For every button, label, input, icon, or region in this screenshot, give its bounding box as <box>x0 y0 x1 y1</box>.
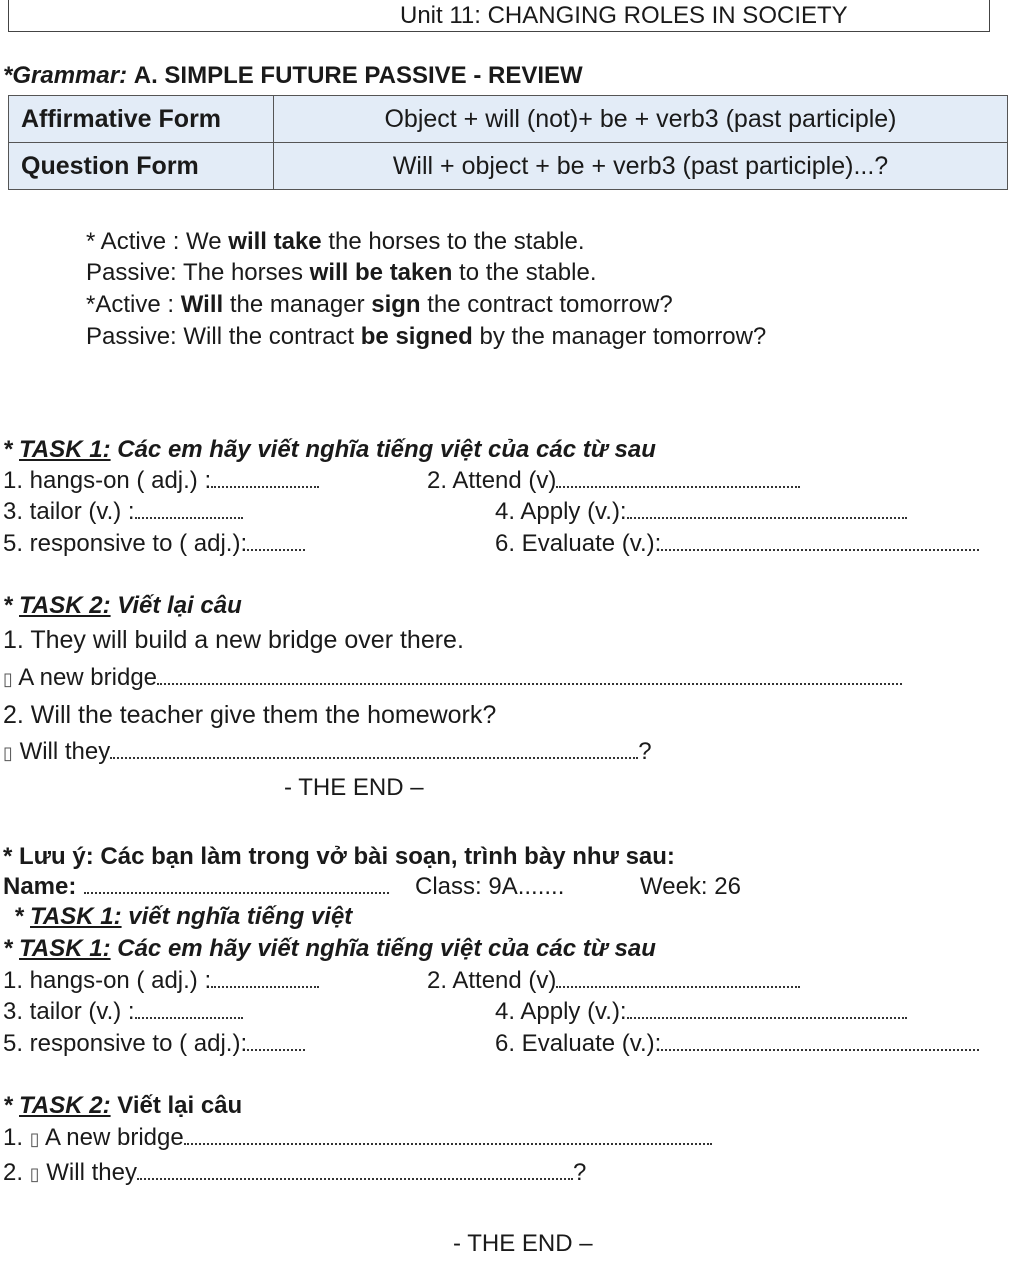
answer-line <box>3 664 902 692</box>
vocab-item <box>3 467 319 495</box>
vocab-item <box>3 1030 305 1058</box>
example-bold: be signed <box>360 323 473 350</box>
vocab-word: 2. Attend (v) <box>427 467 557 494</box>
task2b-heading <box>3 1092 242 1120</box>
the-end: - THE END – <box>453 1230 593 1257</box>
table-cell-value: Object + will (not)+ be + verb3 (past participle) <box>274 96 1008 143</box>
item-number: 2. <box>3 1159 30 1186</box>
question-mark: ? <box>572 1159 587 1186</box>
example-line <box>86 291 673 319</box>
arrow-placeholder-icon: ▯ <box>29 1129 40 1150</box>
example-line <box>86 259 596 287</box>
vocab-word: 5. responsive to ( adj.): <box>3 1030 248 1057</box>
task1b-heading <box>3 935 656 963</box>
vocab-word: 3. tailor (v.) : <box>3 498 135 525</box>
answer-prompt: A new bridge <box>39 1124 184 1151</box>
answer-blank[interactable] <box>556 986 800 988</box>
answer-blank[interactable] <box>661 549 979 551</box>
example-text: the horses to the stable. <box>321 228 585 255</box>
bullet-star: * <box>3 1092 20 1119</box>
answer-blank[interactable] <box>556 486 800 488</box>
example-bold: will take <box>228 228 322 255</box>
vocab-item <box>3 998 243 1026</box>
table-cell-label: Affirmative Form <box>9 96 274 143</box>
task-instruction: viết nghĩa tiếng việt <box>121 903 353 930</box>
vocab-item <box>495 1030 979 1058</box>
grammar-title: A. SIMPLE FUTURE PASSIVE - REVIEW <box>133 62 583 89</box>
answer-blank[interactable] <box>661 1049 979 1051</box>
vocab-word: 4. Apply (v.): <box>495 998 627 1025</box>
example-line <box>86 228 584 256</box>
answer-blank[interactable] <box>627 1017 907 1019</box>
task-instruction: Viết lại câu <box>110 1092 243 1119</box>
vocab-word: 4. Apply (v.): <box>495 498 627 525</box>
name-line <box>3 873 389 901</box>
task-instruction: Các em hãy viết nghĩa tiếng việt của các từ sau <box>110 935 656 962</box>
answer-blank[interactable] <box>211 986 319 988</box>
vocab-item <box>3 530 305 558</box>
vocab-word: 5. responsive to ( adj.): <box>3 530 248 557</box>
example-text: * Active : We <box>86 228 229 255</box>
question-mark: ? <box>638 738 652 765</box>
vocab-item <box>427 467 800 495</box>
vocab-item <box>495 498 907 526</box>
answer-line <box>3 738 652 766</box>
example-bold: sign <box>371 291 421 318</box>
task-label: TASK 2: <box>19 1092 111 1119</box>
vocab-item <box>495 530 979 558</box>
the-end: - THE END – <box>284 774 424 801</box>
answer-blank[interactable] <box>211 486 319 488</box>
example-text: *Active : <box>86 291 181 318</box>
table-row <box>9 96 1008 143</box>
answer-blank[interactable] <box>184 1143 712 1145</box>
vocab-word: 1. hangs-on ( adj.) : <box>3 467 212 494</box>
task1-meaning-heading <box>14 903 352 931</box>
vocab-item <box>427 967 800 995</box>
answer-blank[interactable] <box>157 683 902 685</box>
answer-line <box>3 1124 712 1152</box>
answer-prompt: Will they <box>12 738 111 765</box>
example-text: by the manager tomorrow? <box>472 323 767 350</box>
name-blank[interactable] <box>84 892 389 894</box>
example-text: Passive: Will the contract <box>86 323 361 350</box>
answer-blank[interactable] <box>135 517 243 519</box>
example-line <box>86 323 766 351</box>
answer-blank[interactable] <box>110 757 638 759</box>
task-instruction: Các em hãy viết nghĩa tiếng việt của các từ sau <box>110 436 656 463</box>
note-title: * Lưu ý: Các bạn làm trong vở bài soạn, trình bày như sau: <box>3 843 675 870</box>
answer-blank[interactable] <box>137 1178 573 1180</box>
task-label: TASK 1: <box>30 903 122 930</box>
vocab-word: 3. tailor (v.) : <box>3 998 135 1025</box>
question-line: 2. Will the teacher give them the homework? <box>3 701 497 729</box>
grammar-table <box>8 95 1008 190</box>
example-bold: will be taken <box>309 259 453 286</box>
table-cell-value: Will + object + be + verb3 (past participle)...? <box>274 143 1008 190</box>
bullet-star: * <box>3 935 20 962</box>
table-row <box>9 143 1008 190</box>
example-bold: Will <box>180 291 224 318</box>
bullet-star: * <box>14 903 31 930</box>
answer-prompt: A new bridge <box>12 664 158 691</box>
task-label: TASK 2: <box>19 592 111 619</box>
table-cell-label: Question Form <box>9 143 274 190</box>
task1-heading <box>3 436 656 464</box>
vocab-word: 2. Attend (v) <box>427 967 557 994</box>
answer-prompt: Will they <box>39 1159 137 1186</box>
vocab-word: 6. Evaluate (v.): <box>495 530 662 557</box>
task-label: TASK 1: <box>19 436 111 463</box>
arrow-placeholder-icon: ▯ <box>3 669 13 690</box>
question-line: 1. They will build a new bridge over there. <box>3 626 464 654</box>
item-number: 1. <box>3 1124 30 1151</box>
grammar-heading <box>3 62 583 90</box>
example-text: Passive: The horses <box>86 259 310 286</box>
bullet-star: * <box>3 436 20 463</box>
vocab-word: 6. Evaluate (v.): <box>495 1030 662 1057</box>
task-label: TASK 1: <box>19 935 111 962</box>
task-instruction: Viết lại câu <box>110 592 242 619</box>
unit-title: Unit 11: CHANGING ROLES IN SOCIETY <box>400 2 848 29</box>
answer-blank[interactable] <box>247 549 305 551</box>
vocab-item <box>495 998 907 1026</box>
example-text: the manager <box>223 291 372 318</box>
class-label: Class: 9A....... <box>415 873 565 900</box>
week-label: Week: 26 <box>640 873 741 900</box>
answer-blank[interactable] <box>627 517 907 519</box>
example-text: to the stable. <box>452 259 597 286</box>
name-label: Name: <box>3 873 77 900</box>
vocab-item <box>3 498 243 526</box>
example-text: the contract tomorrow? <box>420 291 673 318</box>
arrow-placeholder-icon: ▯ <box>29 1164 40 1185</box>
bullet-star: * <box>3 592 20 619</box>
task2-heading <box>3 592 242 620</box>
answer-line <box>3 1159 586 1187</box>
vocab-word: 1. hangs-on ( adj.) : <box>3 967 212 994</box>
grammar-prefix: *Grammar: <box>3 62 134 89</box>
answer-blank[interactable] <box>247 1049 305 1051</box>
vocab-item <box>3 967 319 995</box>
arrow-placeholder-icon: ▯ <box>3 743 13 764</box>
answer-blank[interactable] <box>135 1017 243 1019</box>
